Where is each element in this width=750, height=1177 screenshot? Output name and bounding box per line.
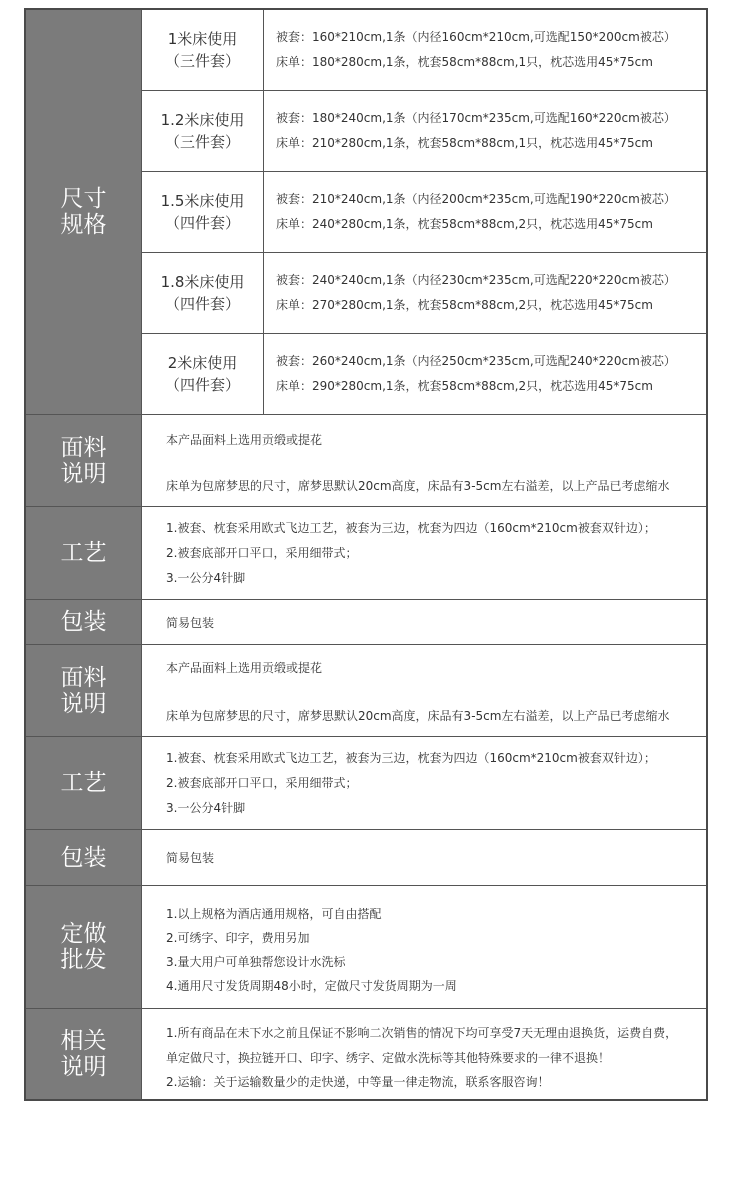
craft-content xyxy=(142,737,706,829)
craft-line: 3.一公分4针脚 xyxy=(166,801,246,815)
fabric-section xyxy=(26,645,706,737)
size-detail: 被套：240*240cm,1条（内径230cm*235cm,可选配220*220cm被芯） 床单：270*280cm,1条，枕套58cm*88cm,2只，枕芯选用45*75cm xyxy=(276,273,676,312)
packaging-content xyxy=(142,600,706,644)
custom-section xyxy=(26,886,706,1009)
size-detail: 被套：180*240cm,1条（内径170cm*235cm,可选配160*220cm被芯） 床单：210*280cm,1条，枕套58cm*88cm,1只，枕芯选用45*75cm xyxy=(276,111,676,150)
craft-content xyxy=(142,507,706,599)
craft-label: 工艺 xyxy=(26,737,142,829)
size-row-1m xyxy=(142,10,706,91)
fabric-line: 本产品面料上选用贡缎或提花 xyxy=(166,433,323,447)
notes-line: 2.运输：关于运输数量少的走快递，中等量一律走物流，联系客服咨询！ xyxy=(166,1075,550,1089)
notes-section xyxy=(26,1009,706,1099)
notes-label: 相关 说明 xyxy=(26,1009,142,1099)
fabric-label: 面料 说明 xyxy=(26,645,142,736)
craft-line: 2.被套底部开口平口，采用细带式； xyxy=(166,776,358,790)
packaging-text: 简易包装 xyxy=(166,851,215,865)
packaging-label: 包装 xyxy=(26,830,142,885)
size-row-1.8m xyxy=(142,253,706,334)
fabric-line: 床单为包席梦思的尺寸，席梦思默认20cm高度，床品有3-5cm左右溢差，以上产品已考虑缩水 xyxy=(166,479,670,493)
packaging-section xyxy=(26,600,706,645)
fabric-label: 面料 说明 xyxy=(26,415,142,506)
size-detail: 被套：210*240cm,1条（内径200cm*235cm,可选配190*220cm被芯） 床单：240*280cm,1条，枕套58cm*88cm,2只，枕芯选用45*75cm xyxy=(276,192,676,231)
craft-label: 工艺 xyxy=(26,507,142,599)
custom-line: 3.量大用户可单独帮您设计水洗标 xyxy=(166,955,346,969)
craft-section xyxy=(26,507,706,600)
size-name: 1.2米床使用 （三件套） xyxy=(142,91,264,171)
custom-content xyxy=(142,886,706,1008)
fabric-section xyxy=(26,415,706,507)
notes-content xyxy=(142,1009,706,1099)
size-name: 1.5米床使用 （四件套） xyxy=(142,172,264,252)
custom-label: 定做 批发 xyxy=(26,886,142,1008)
size-name: 1.8米床使用 （四件套） xyxy=(142,253,264,333)
craft-line: 1.被套、枕套采用欧式飞边工艺，被套为三边，枕套为四边（160cm*210cm被套双针边）； xyxy=(166,751,656,765)
size-rows xyxy=(142,10,706,414)
craft-section xyxy=(26,737,706,830)
craft-line: 2.被套底部开口平口，采用细带式； xyxy=(166,546,358,560)
size-name: 1米床使用 （三件套） xyxy=(142,10,264,90)
custom-line: 4.通用尺寸发货周期48小时，定做尺寸发货周期为一周 xyxy=(166,979,457,993)
custom-line: 1.以上规格为酒店通用规格，可自由搭配 xyxy=(166,907,382,921)
packaging-label: 包装 xyxy=(26,600,142,644)
packaging-content xyxy=(142,830,706,885)
notes-line: 1.所有商品在未下水之前且保证不影响二次销售的情况下均可享受7天无理由退换货，运费自费， xyxy=(166,1026,678,1040)
packaging-text: 简易包装 xyxy=(166,616,215,630)
fabric-line: 床单为包席梦思的尺寸，席梦思默认20cm高度，床品有3-5cm左右溢差，以上产品已考虑缩水 xyxy=(166,709,670,723)
custom-line: 2.可绣字、印字，费用另加 xyxy=(166,931,310,945)
fabric-content xyxy=(142,645,706,736)
craft-line: 1.被套、枕套采用欧式飞边工艺，被套为三边，枕套为四边（160cm*210cm被套双针边）； xyxy=(166,521,656,535)
size-name: 2米床使用 （四件套） xyxy=(142,334,264,414)
size-row-2m xyxy=(142,334,706,414)
packaging-section xyxy=(26,830,706,886)
size-detail: 被套：260*240cm,1条（内径250cm*235cm,可选配240*220cm被芯） 床单：290*280cm,1条，枕套58cm*88cm,2只，枕芯选用45*75cm xyxy=(276,354,676,393)
size-row-1.5m xyxy=(142,172,706,253)
size-row-1.2m xyxy=(142,91,706,172)
fabric-line: 本产品面料上选用贡缎或提花 xyxy=(166,661,323,675)
notes-line: 单定做尺寸，换拉链开口、印字、绣字、定做水洗标等其他特殊要求的一律不退换！ xyxy=(166,1051,611,1065)
craft-line: 3.一公分4针脚 xyxy=(166,571,246,585)
fabric-content xyxy=(142,415,706,506)
spec-table xyxy=(24,8,708,1101)
size-section xyxy=(26,10,706,415)
size-detail: 被套：160*210cm,1条（内径160cm*210cm,可选配150*200cm被芯） 床单：180*280cm,1条，枕套58cm*88cm,1只，枕芯选用45*75cm xyxy=(276,30,676,69)
size-label: 尺寸 规格 xyxy=(26,10,142,414)
